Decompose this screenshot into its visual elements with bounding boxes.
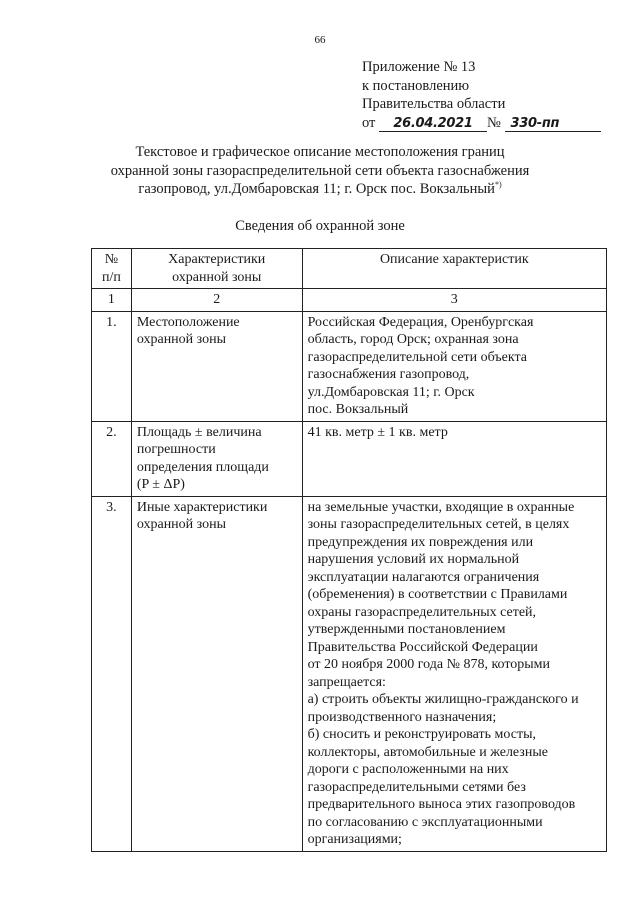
title-line-1: Текстовое и графическое описание местоположения границ: [135, 144, 505, 160]
row-characteristic: [131, 421, 302, 496]
text-line: охраны газораспределительных сетей,: [307, 604, 537, 620]
header-number: № п/п: [92, 249, 132, 289]
text-line: Иные характеристики: [136, 499, 268, 515]
appendix-line-2: к постановлению: [362, 77, 470, 94]
title-line-3: газопровод, ул.Домбаровская 11; г. Орск пос. Вокзальный*): [138, 180, 502, 197]
text-line: зоны газораспределительных сетей, в целях: [307, 517, 570, 532]
text-line: 41 кв. метр ± 1 кв. метр: [307, 424, 448, 440]
row-description: [302, 496, 606, 851]
column-number-3: 3: [302, 289, 606, 312]
row-description: [302, 421, 606, 496]
header-characteristic: Характеристики охранной зоны: [131, 249, 302, 289]
text-line: производственного назначения;: [307, 709, 497, 725]
table-row: [92, 311, 607, 421]
text-line: б) сносить и реконструировать мосты,: [307, 727, 536, 742]
text-line: газоснабжения газопровод,: [307, 367, 470, 382]
table-header-row: [92, 249, 607, 289]
appendix-header: [362, 58, 601, 132]
text-line: газораспределительной сети объекта: [307, 349, 528, 365]
row-description: [302, 311, 606, 421]
text-line: ул.Домбаровская 11; г. Орск: [307, 384, 475, 400]
handwritten-date: 26.04.2021: [379, 117, 487, 132]
number-label: №: [487, 114, 501, 131]
table-row: [92, 421, 607, 496]
handwritten-number: 330-пп: [505, 117, 601, 132]
text-line: предварительного выноса этих газопроводов: [307, 797, 576, 812]
document-title: [60, 143, 580, 201]
page-number: 66: [314, 34, 326, 46]
text-line: эксплуатации налагаются ограничения: [307, 569, 540, 585]
row-number: 3.: [92, 496, 132, 851]
footnote-mark: *): [494, 180, 502, 189]
text-line: определения площади: [136, 459, 269, 475]
text-line: от 20 ноября 2000 года № 878, которыми: [307, 657, 551, 672]
text-line: охранной зоны: [136, 517, 227, 532]
text-line: организациями;: [307, 832, 402, 847]
text-line: на земельные участки, входящие в охранные: [307, 499, 575, 515]
text-line: дороги с расположенными на них: [307, 762, 509, 777]
text-line: по согласованию с эксплуатационными: [307, 814, 543, 830]
table-row: [92, 496, 607, 851]
text-line: газораспределительными сетями без: [307, 779, 526, 795]
column-number-1: 1: [92, 289, 132, 312]
text-line: а) строить объекты жилищно-гражданского и: [307, 692, 579, 707]
appendix-line-3: Правительства области: [362, 96, 506, 112]
text-line: (P ± ΔP): [136, 477, 185, 492]
section-subtitle: Сведения об охранной зоне: [235, 218, 405, 234]
row-characteristic: [131, 496, 302, 851]
text-line: (обременения) в соответствии с Правилами: [307, 587, 568, 602]
from-label: от: [362, 114, 376, 131]
text-line: утвержденными постановлением: [307, 622, 506, 637]
text-line: Площадь ± величина: [136, 424, 262, 440]
zone-info-table: [91, 248, 607, 852]
text-line: охранной зоны: [136, 332, 227, 347]
header-description: Описание характеристик: [302, 249, 606, 289]
text-line: погрешности: [136, 442, 216, 457]
text-line: Правительства Российской Федерации: [307, 639, 538, 655]
row-characteristic: [131, 311, 302, 421]
column-numbering-row: [92, 289, 607, 312]
text-line: предупреждения их повреждения или: [307, 534, 534, 550]
text-line: пос. Вокзальный: [307, 402, 409, 417]
appendix-line-1: Приложение № 13: [362, 59, 476, 75]
column-number-2: 2: [131, 289, 302, 312]
text-line: Местоположение: [136, 314, 240, 330]
appendix-date-line: [362, 114, 601, 133]
text-line: область, город Орск; охранная зона: [307, 332, 519, 347]
text-line: коллекторы, автомобильные и железные: [307, 744, 548, 760]
title-line-2: охранной зоны газораспределительной сети объекта газоснабжения: [110, 162, 530, 179]
row-number: 1.: [92, 311, 132, 421]
text-line: запрещается:: [307, 674, 386, 690]
text-line: нарушения условий их нормальной: [307, 552, 520, 567]
text-line: Российская Федерация, Оренбургская: [307, 314, 534, 330]
row-number: 2.: [92, 421, 132, 496]
